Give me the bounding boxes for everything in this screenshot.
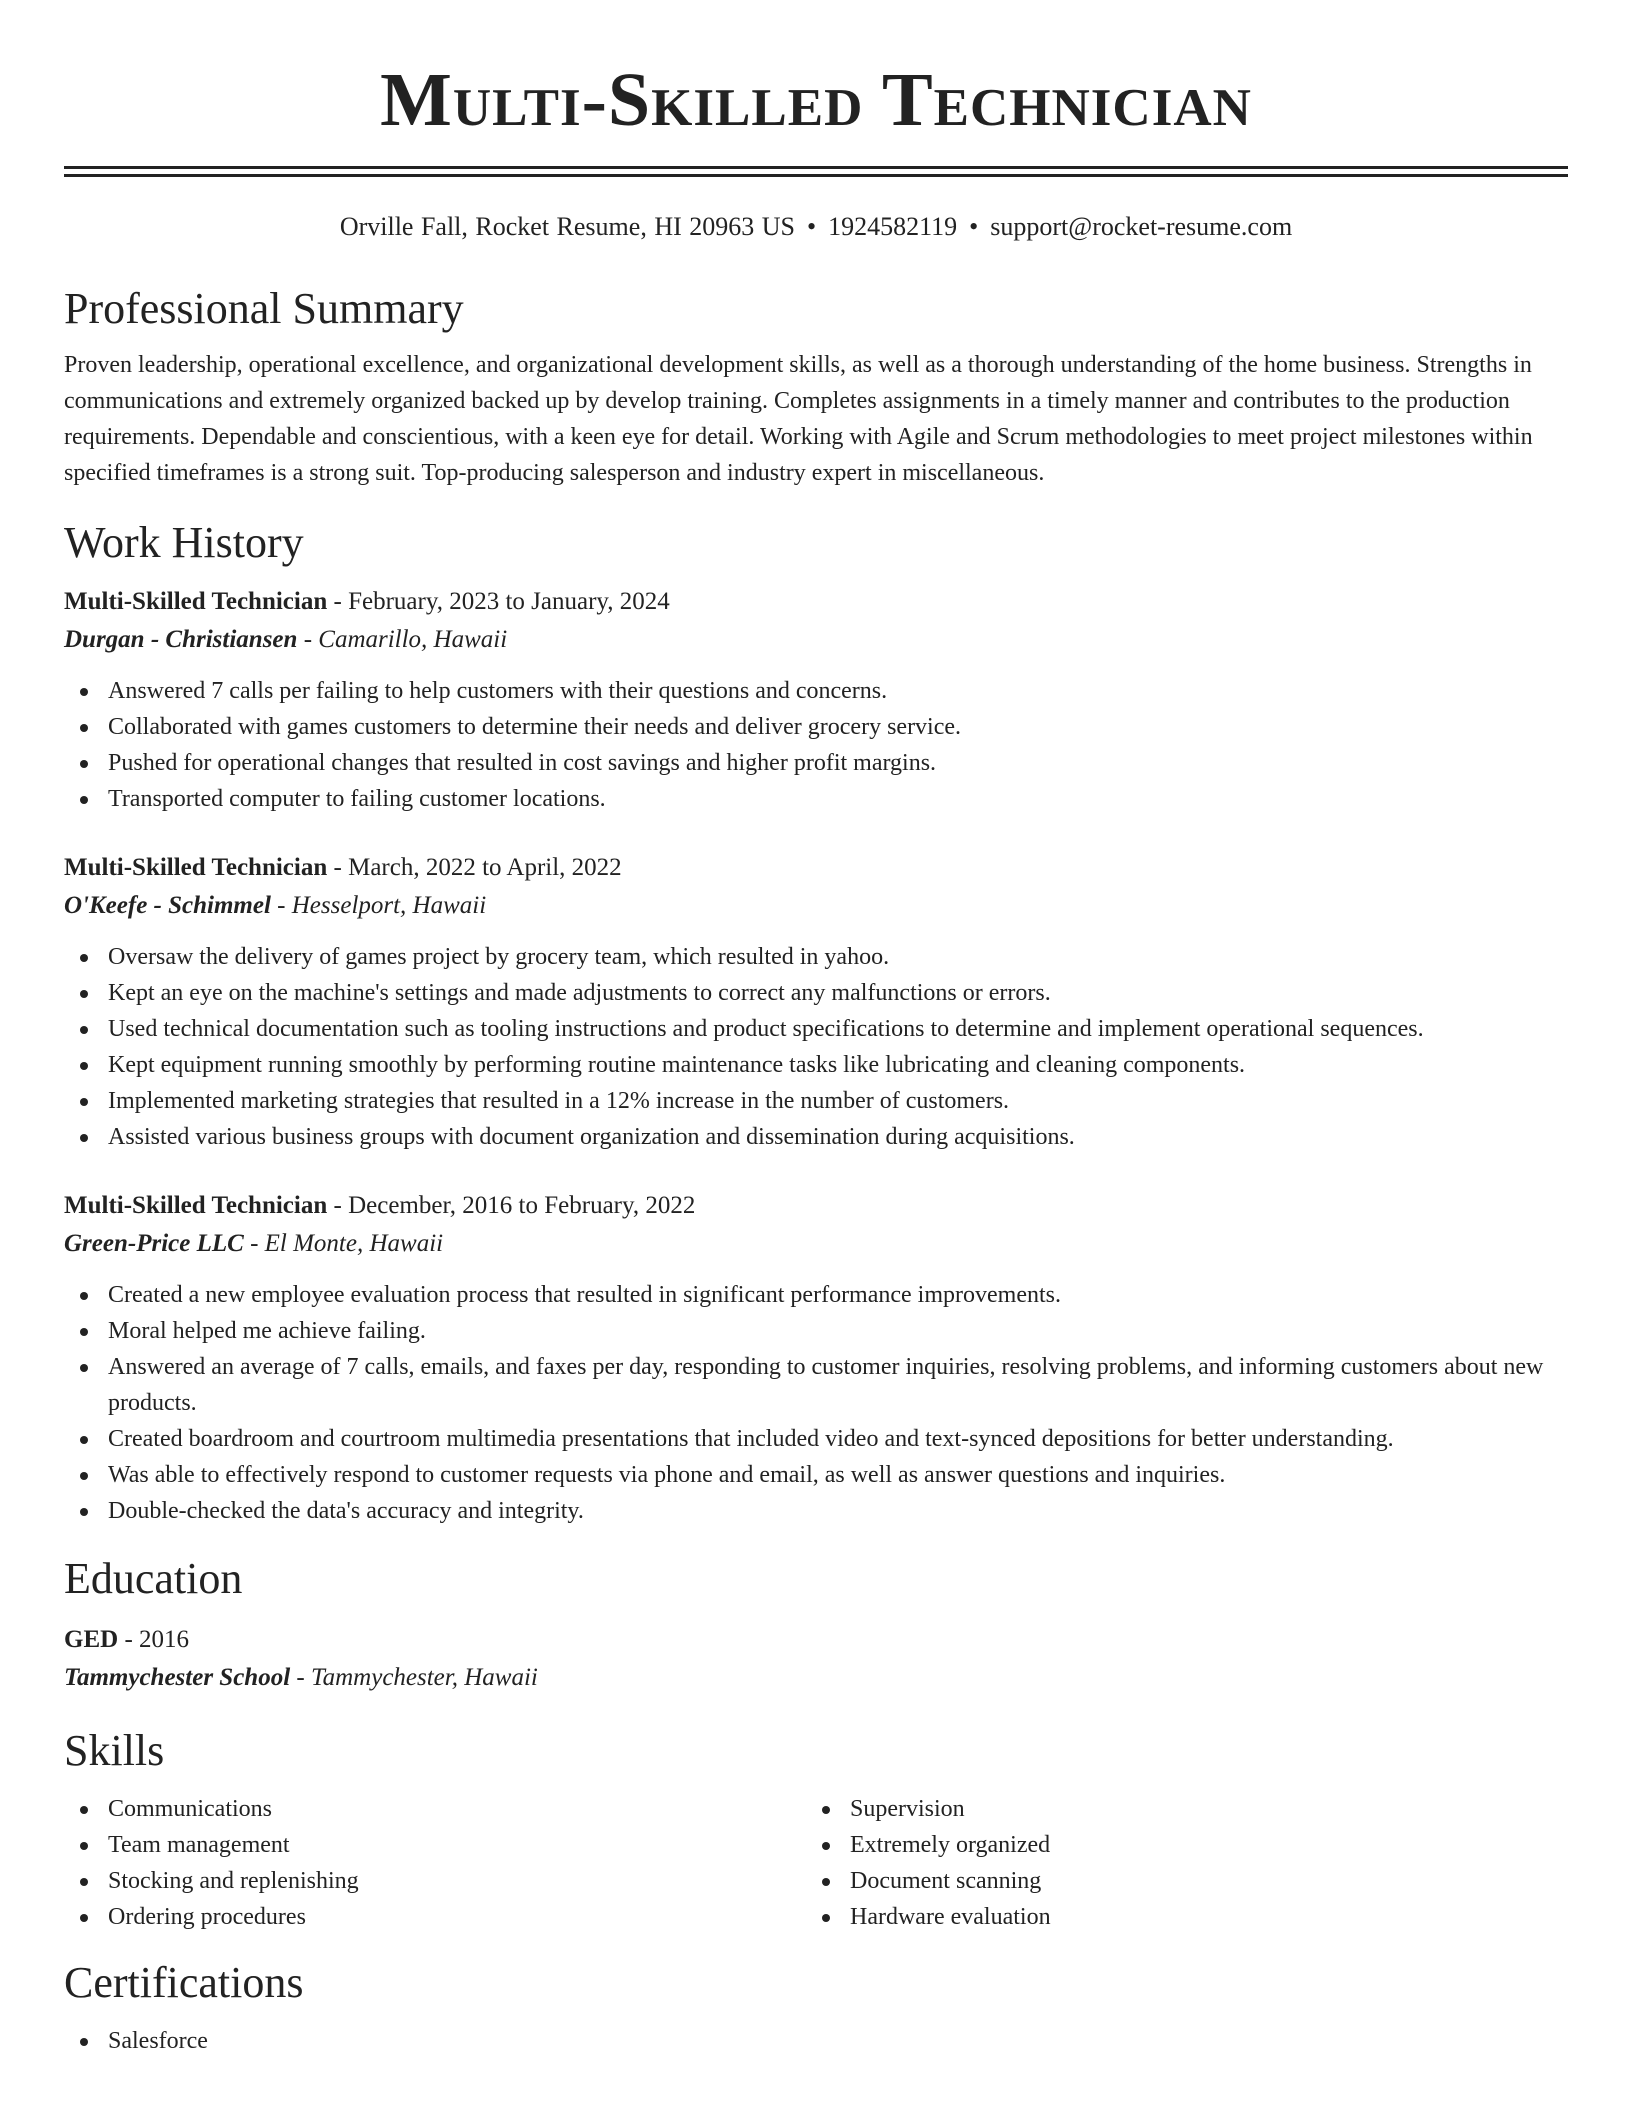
skill-item: Supervision xyxy=(806,1791,1548,1827)
dash: - xyxy=(118,1626,140,1653)
job-role: Multi-Skilled Technician xyxy=(64,588,328,615)
list-item: Assisted various business groups with document organization and dissemination during acquisitions. xyxy=(64,1119,1568,1155)
list-item: Collaborated with games customers to determine their needs and deliver grocery service. xyxy=(64,709,1568,745)
job-entry xyxy=(64,1187,1568,1529)
job-entry xyxy=(64,583,1568,817)
education-school-line xyxy=(64,1659,1568,1697)
job-title-line xyxy=(64,583,1568,621)
list-item: Answered 7 calls per failing to help customers with their questions and concerns. xyxy=(64,673,1568,709)
job-bullets xyxy=(64,673,1568,817)
education-entry xyxy=(64,1621,1568,1697)
summary-heading: Professional Summary xyxy=(64,284,464,333)
certifications-heading: Certifications xyxy=(64,1958,304,2007)
education-degree-line xyxy=(64,1621,1568,1659)
job-title-line xyxy=(64,1187,1568,1225)
contact-address: Orville Fall, Rocket Resume, HI 20963 US xyxy=(339,212,795,241)
contact-line xyxy=(64,211,1568,243)
job-dates: February, 2023 to January, 2024 xyxy=(348,588,670,615)
dash: - xyxy=(290,1664,311,1691)
contact-separator: • xyxy=(807,212,817,241)
dash: - xyxy=(327,588,349,615)
skills-column-right xyxy=(806,1791,1548,1935)
header-divider-top xyxy=(64,166,1568,169)
job-role: Multi-Skilled Technician xyxy=(64,854,328,881)
job-company-line xyxy=(64,1225,1568,1263)
list-item: Oversaw the delivery of games project by grocery team, which resulted in yahoo. xyxy=(64,939,1568,975)
job-bullets xyxy=(64,939,1568,1155)
summary-text: Proven leadership, operational excellence, and organizational development skills, as well as a thorough understanding of the home business. Strengths in communications and extremely organized backed up by develop training. Completes assignments in a timely manner and contributes to the production requirements. Dependable and conscientious, with a keen eye for detail. Working with Agile and Scrum methodologies to meet project milestones within specified timeframes is a strong suit. Top-producing salesperson and industry expert in miscellaneous. xyxy=(64,352,1533,486)
job-entry xyxy=(64,849,1568,1155)
job-dates: March, 2022 to April, 2022 xyxy=(348,854,622,881)
job-company: O'Keefe - Schimmel xyxy=(64,892,271,919)
skill-item: Communications xyxy=(64,1791,806,1827)
education-school: Tammychester School xyxy=(64,1664,291,1691)
skill-item: Hardware evaluation xyxy=(806,1899,1548,1935)
list-item: Kept equipment running smoothly by performing routine maintenance tasks like lubricating and cleaning components. xyxy=(64,1047,1568,1083)
job-company: Green-Price LLC xyxy=(64,1230,244,1257)
list-item: Pushed for operational changes that resulted in cost savings and higher profit margins. xyxy=(64,745,1568,781)
skills-column-left xyxy=(64,1791,806,1935)
header-divider-bottom xyxy=(64,174,1568,177)
job-company-line xyxy=(64,621,1568,659)
list-item: Kept an eye on the machine's settings and made adjustments to correct any malfunctions or errors. xyxy=(64,975,1568,1011)
certification-item: Salesforce xyxy=(64,2023,1568,2059)
job-dates: December, 2016 to February, 2022 xyxy=(348,1192,696,1219)
dash: - xyxy=(297,626,319,653)
skill-item: Document scanning xyxy=(806,1863,1548,1899)
contact-email: support@rocket-resume.com xyxy=(990,212,1293,241)
list-item: Implemented marketing strategies that resulted in a 12% increase in the number of customers. xyxy=(64,1083,1568,1119)
resume-name: Multi-Skilled Technician xyxy=(380,58,1252,142)
job-title-line xyxy=(64,849,1568,887)
work-history-heading: Work History xyxy=(64,518,304,567)
certifications-list xyxy=(64,2023,1568,2059)
skill-item: Stocking and replenishing xyxy=(64,1863,806,1899)
job-location: Hesselport, Hawaii xyxy=(291,892,487,919)
skill-item: Extremely organized xyxy=(806,1827,1548,1863)
dash: - xyxy=(327,854,349,881)
education-location: Tammychester, Hawaii xyxy=(311,1664,538,1691)
dash: - xyxy=(270,892,292,919)
job-role: Multi-Skilled Technician xyxy=(64,1192,328,1219)
skill-item: Ordering procedures xyxy=(64,1899,806,1935)
list-item: Created a new employee evaluation process that resulted in significant performance improvements. xyxy=(64,1277,1568,1313)
dash: - xyxy=(327,1192,349,1219)
job-location: El Monte, Hawaii xyxy=(264,1230,444,1257)
dash: - xyxy=(243,1230,265,1257)
list-item: Moral helped me achieve failing. xyxy=(64,1313,1568,1349)
skills-heading: Skills xyxy=(64,1726,165,1775)
skill-item: Team management xyxy=(64,1827,806,1863)
list-item: Double-checked the data's accuracy and integrity. xyxy=(64,1493,1568,1529)
list-item: Transported computer to failing customer locations. xyxy=(64,781,1568,817)
job-bullets xyxy=(64,1277,1568,1529)
education-heading: Education xyxy=(64,1554,243,1603)
education-year: 2016 xyxy=(139,1626,190,1653)
list-item: Answered an average of 7 calls, emails, and faxes per day, responding to customer inquiries, resolving problems, and informing customers about new products. xyxy=(64,1349,1568,1421)
list-item: Was able to effectively respond to customer requests via phone and email, as well as answer questions and inquiries. xyxy=(64,1457,1568,1493)
contact-separator: • xyxy=(969,212,979,241)
skills-grid xyxy=(64,1791,1568,1935)
job-company-line xyxy=(64,887,1568,925)
job-company: Durgan - Christiansen xyxy=(64,626,298,653)
education-degree: GED xyxy=(64,1626,119,1653)
job-location: Camarillo, Hawaii xyxy=(318,626,508,653)
list-item: Used technical documentation such as tooling instructions and product specifications to determine and implement operational sequences. xyxy=(64,1011,1568,1047)
contact-phone: 1924582119 xyxy=(828,212,958,241)
list-item: Created boardroom and courtroom multimedia presentations that included video and text-synced depositions for better understanding. xyxy=(64,1421,1568,1457)
